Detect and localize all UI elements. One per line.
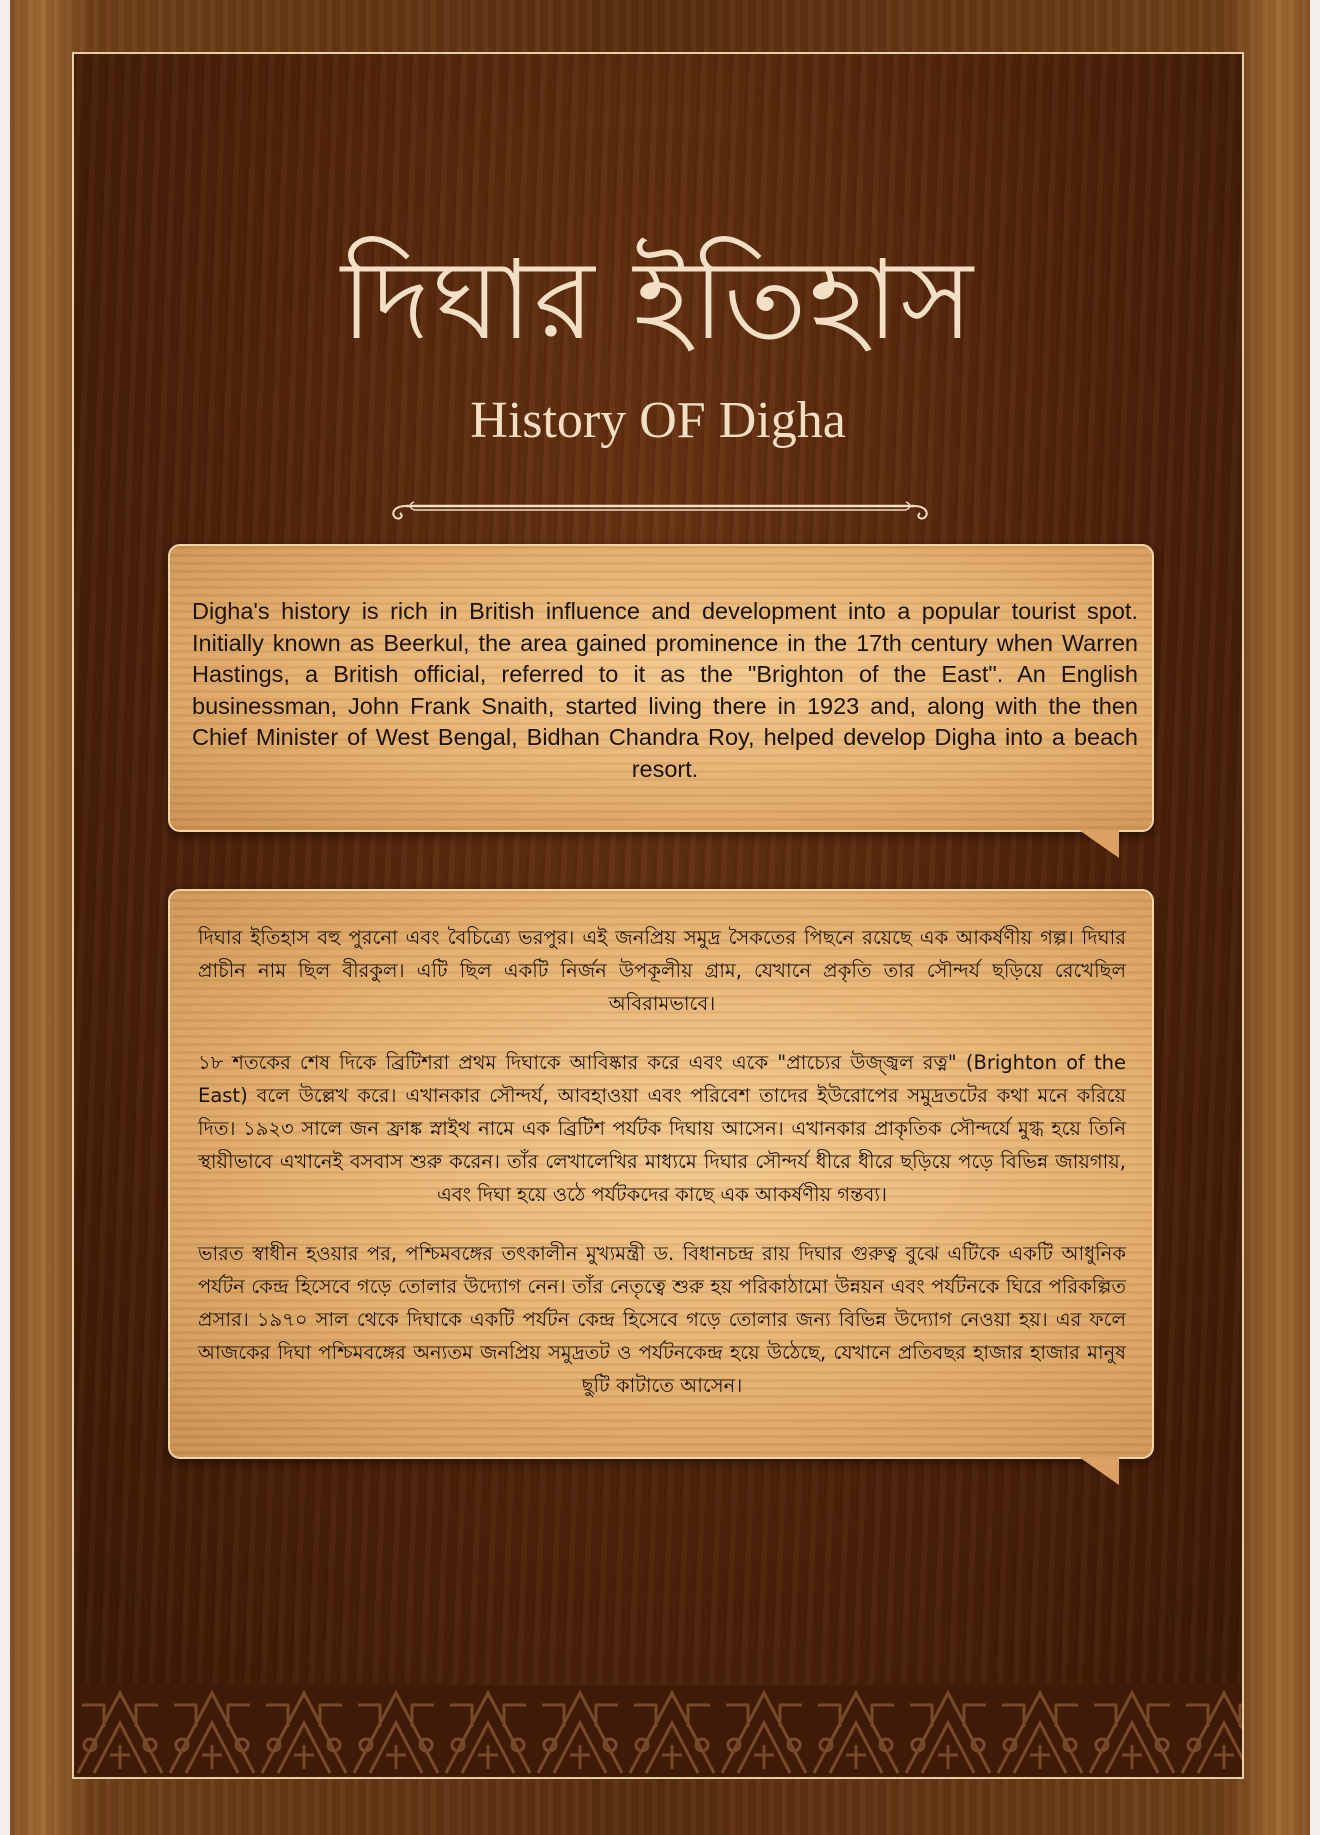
poster-board: [72, 52, 1244, 1779]
speech-tail: [1079, 830, 1119, 858]
bengali-paragraph-2: ১৮ শতকের শেষ দিকে ব্রিটিশরা প্রথম দিঘাকে আবিষ্কার করে এবং একে "প্রাচ্যের উজ্জ্বল রত্ন" (Brighton of the East) বলে উল্লেখ করে। এখানকার সৌন্দর্য, আবহাওয়া এবং পরিবেশ তাদের ইউরোপের সমুদ্রতটের কথা মনে করিয়ে দিত। ১৯২৩ সালে জন ফ্রাঙ্ক স্নাইথ নামে এক ব্রিটিশ পর্যটক দিঘায় আসেন। এখানকার প্রাকৃতিক সৌন্দর্যে মুগ্ধ হয়ে তিনি স্থায়ীভাবে এখানেই বসবাস শুরু করেন। তাঁর লেখালেখির মাধ্যমে দিঘার সৌন্দর্য ধীরে ধীরে ছড়িয়ে পড়ে বিভিন্ন জায়গায়, এবং দিঘা হয়ে ওঠে পর্যটকদের কাছে এক আকর্ষণীয় গন্তব্য।: [198, 1051, 1126, 1206]
bengali-paragraph-3: ভারত স্বাধীন হওয়ার পর, পশ্চিমবঙ্গের তৎকালীন মুখ্যমন্ত্রী ড. বিধানচন্দ্র রায় দিঘার গুরুত্ব বুঝে এটিকে একটি আধুনিক পর্যটন কেন্দ্র হিসেবে গড়ে তোলার উদ্যোগ নেন। তাঁর নেতৃত্বে শুরু হয় পরিকাঠামো উন্নয়ন এবং পর্যটনকে ঘিরে পরিকল্পিত প্রসার। ১৯৭০ সাল থেকে দিঘাকে একটি পর্যটন কেন্দ্র হিসেবে গড়ে তোলার জন্য বিভিন্ন উদ্যোগ নেওয়া হয়। এর ফলে আজকের দিঘা পশ্চিমবঙ্গের অন্যতম জনপ্রিয় সমুদ্রতট ও পর্যটনকেন্দ্র হয়ে উঠেছে, যেখানে প্রতিবছর হাজার হাজার মানুষ ছুটি কাটাতে আসেন।: [198, 1242, 1126, 1397]
english-history-text: Digha's history is rich in British influence and development into a popular tourist spot. Initially known as Beerkul, the area gained prominence in the 17th century when Warren Hastings, a British official, referred to it as the "Brighton of the East". An English businessman, John Frank Snaith, started living there in 1923 and, along with the then Chief Minister of West Bengal, Bidhan Chandra Roy, helped develop Digha into a beach resort.: [192, 598, 1138, 782]
title-divider-ornament: [386, 494, 934, 524]
page-edge-left: [0, 0, 10, 1835]
page-edge-right: [1310, 0, 1320, 1835]
english-history-panel: [168, 544, 1154, 832]
title-english: History OF Digha: [470, 392, 846, 449]
bengali-history-panel: [168, 889, 1154, 1459]
tribal-pattern-border: [74, 1685, 1242, 1777]
title-bengali: দিঘার ইতিহাস: [340, 236, 976, 364]
speech-tail: [1079, 1457, 1119, 1485]
bengali-paragraph-1: দিঘার ইতিহাস বহু পুরনো এবং বৈচিত্র্যে ভরপুর। এই জনপ্রিয় সমুদ্র সৈকতের পিছনে রয়েছে এক আকর্ষণীয় গল্প। দিঘার প্রাচীন নাম ছিল বীরকুল। এটি ছিল একটি নির্জন উপকূলীয় গ্রাম, যেখানে প্রকৃতি তার সৌন্দর্য ছড়িয়ে রেখেছিল অবিরামভাবে।: [198, 926, 1126, 1015]
